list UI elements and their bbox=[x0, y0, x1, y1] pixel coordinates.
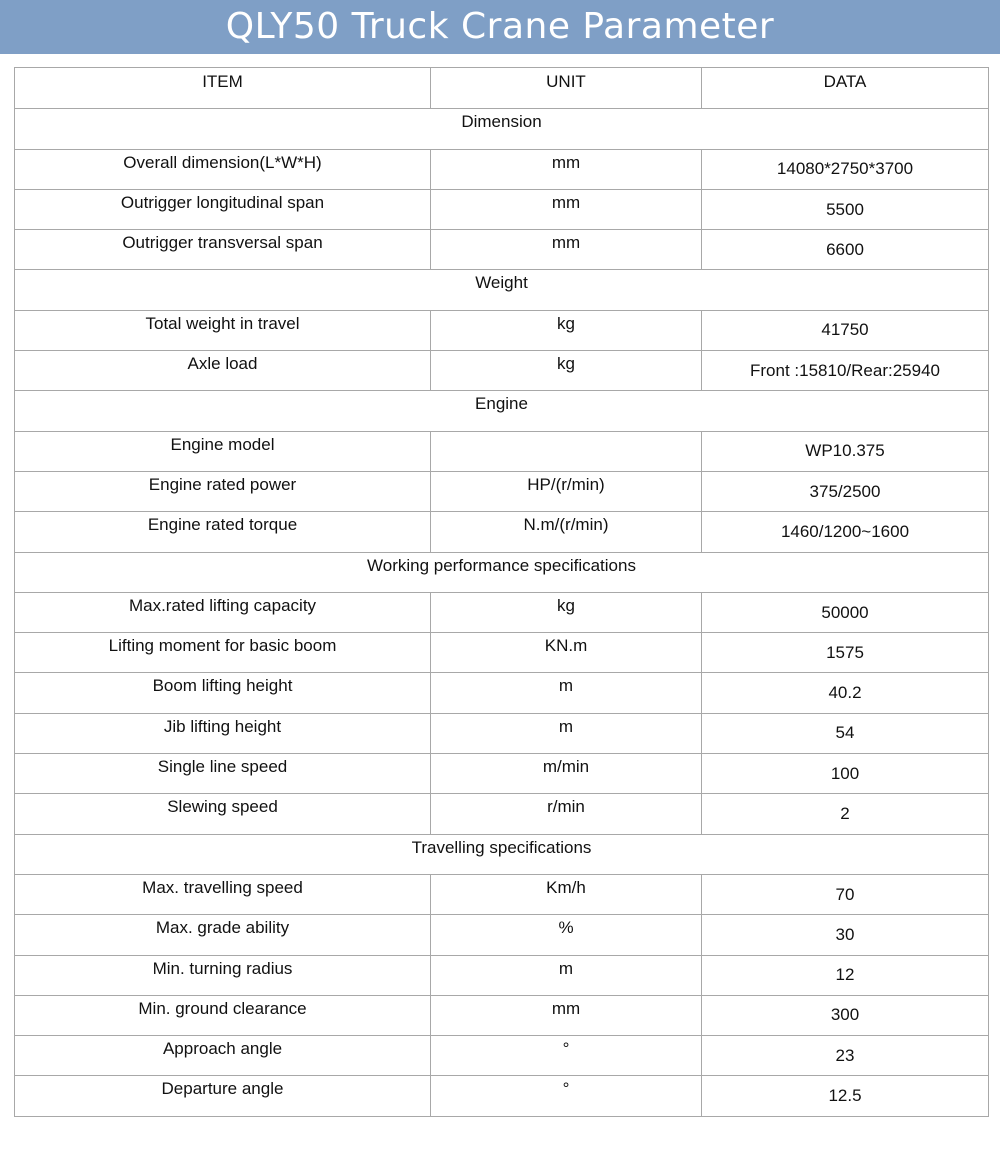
unit-cell: kg bbox=[431, 310, 702, 350]
item-cell: Lifting moment for basic boom bbox=[15, 633, 431, 673]
unit-cell: m bbox=[431, 713, 702, 753]
data-cell: 1460/1200~1600 bbox=[702, 512, 989, 552]
table-row bbox=[15, 351, 989, 391]
item-cell: Engine rated power bbox=[15, 471, 431, 511]
section-title: Working performance specifications bbox=[15, 552, 989, 592]
table-row bbox=[15, 995, 989, 1035]
header-item: ITEM bbox=[15, 68, 431, 109]
data-cell: 41750 bbox=[702, 310, 989, 350]
data-cell: Front :15810/Rear:25940 bbox=[702, 351, 989, 391]
section-row-engine bbox=[15, 391, 989, 431]
item-cell: Max.rated lifting capacity bbox=[15, 592, 431, 632]
table-row bbox=[15, 794, 989, 834]
table-row bbox=[15, 189, 989, 229]
data-cell: 40.2 bbox=[702, 673, 989, 713]
item-cell: Single line speed bbox=[15, 754, 431, 794]
data-cell: 2 bbox=[702, 794, 989, 834]
unit-cell: KN.m bbox=[431, 633, 702, 673]
item-cell: Overall dimension(L*W*H) bbox=[15, 149, 431, 189]
table-row bbox=[15, 310, 989, 350]
data-cell: 50000 bbox=[702, 592, 989, 632]
parameter-table bbox=[14, 67, 989, 1117]
table-header-row bbox=[15, 68, 989, 109]
table-body bbox=[15, 109, 989, 1116]
section-title: Travelling specifications bbox=[15, 834, 989, 874]
item-cell: Slewing speed bbox=[15, 794, 431, 834]
table-row bbox=[15, 633, 989, 673]
table-row bbox=[15, 874, 989, 914]
section-row-dimension bbox=[15, 109, 989, 149]
item-cell: Axle load bbox=[15, 351, 431, 391]
data-cell: WP10.375 bbox=[702, 431, 989, 471]
item-cell: Approach angle bbox=[15, 1036, 431, 1076]
page-title: QLY50 Truck Crane Parameter bbox=[225, 6, 775, 47]
data-cell: 70 bbox=[702, 874, 989, 914]
data-cell: 5500 bbox=[702, 189, 989, 229]
section-title: Weight bbox=[15, 270, 989, 310]
table-row bbox=[15, 512, 989, 552]
item-cell: Jib lifting height bbox=[15, 713, 431, 753]
unit-cell: mm bbox=[431, 995, 702, 1035]
unit-cell: mm bbox=[431, 230, 702, 270]
section-row-travelling-specifications bbox=[15, 834, 989, 874]
item-cell: Total weight in travel bbox=[15, 310, 431, 350]
data-cell: 100 bbox=[702, 754, 989, 794]
section-title: Engine bbox=[15, 391, 989, 431]
unit-cell: HP/(r/min) bbox=[431, 471, 702, 511]
data-cell: 6600 bbox=[702, 230, 989, 270]
table-row bbox=[15, 230, 989, 270]
item-cell: Engine model bbox=[15, 431, 431, 471]
section-row-weight bbox=[15, 270, 989, 310]
unit-cell: m bbox=[431, 673, 702, 713]
item-cell: Engine rated torque bbox=[15, 512, 431, 552]
unit-cell: ° bbox=[431, 1036, 702, 1076]
item-cell: Max. travelling speed bbox=[15, 874, 431, 914]
unit-cell: % bbox=[431, 915, 702, 955]
item-cell: Outrigger longitudinal span bbox=[15, 189, 431, 229]
data-cell: 375/2500 bbox=[702, 471, 989, 511]
unit-cell: m bbox=[431, 955, 702, 995]
item-cell: Outrigger transversal span bbox=[15, 230, 431, 270]
unit-cell: kg bbox=[431, 592, 702, 632]
unit-cell: r/min bbox=[431, 794, 702, 834]
item-cell: Boom lifting height bbox=[15, 673, 431, 713]
table-row bbox=[15, 471, 989, 511]
data-cell: 300 bbox=[702, 995, 989, 1035]
table-row bbox=[15, 915, 989, 955]
data-cell: 12 bbox=[702, 955, 989, 995]
unit-cell bbox=[431, 431, 702, 471]
table-row bbox=[15, 955, 989, 995]
unit-cell: m/min bbox=[431, 754, 702, 794]
table-row bbox=[15, 149, 989, 189]
table-row bbox=[15, 754, 989, 794]
section-row-working-performance-specifications bbox=[15, 552, 989, 592]
header-data: DATA bbox=[702, 68, 989, 109]
unit-cell: kg bbox=[431, 351, 702, 391]
table-row bbox=[15, 592, 989, 632]
title-bar bbox=[0, 0, 1000, 54]
unit-cell: Km/h bbox=[431, 874, 702, 914]
header-unit: UNIT bbox=[431, 68, 702, 109]
table-row bbox=[15, 713, 989, 753]
item-cell: Departure angle bbox=[15, 1076, 431, 1116]
data-cell: 1575 bbox=[702, 633, 989, 673]
data-cell: 54 bbox=[702, 713, 989, 753]
unit-cell: ° bbox=[431, 1076, 702, 1116]
item-cell: Min. ground clearance bbox=[15, 995, 431, 1035]
table-row bbox=[15, 1036, 989, 1076]
data-cell: 30 bbox=[702, 915, 989, 955]
data-cell: 14080*2750*3700 bbox=[702, 149, 989, 189]
data-cell: 23 bbox=[702, 1036, 989, 1076]
unit-cell: mm bbox=[431, 149, 702, 189]
section-title: Dimension bbox=[15, 109, 989, 149]
item-cell: Max. grade ability bbox=[15, 915, 431, 955]
unit-cell: mm bbox=[431, 189, 702, 229]
unit-cell: N.m/(r/min) bbox=[431, 512, 702, 552]
table-row bbox=[15, 673, 989, 713]
table-row bbox=[15, 431, 989, 471]
data-cell: 12.5 bbox=[702, 1076, 989, 1116]
item-cell: Min. turning radius bbox=[15, 955, 431, 995]
table-row bbox=[15, 1076, 989, 1116]
